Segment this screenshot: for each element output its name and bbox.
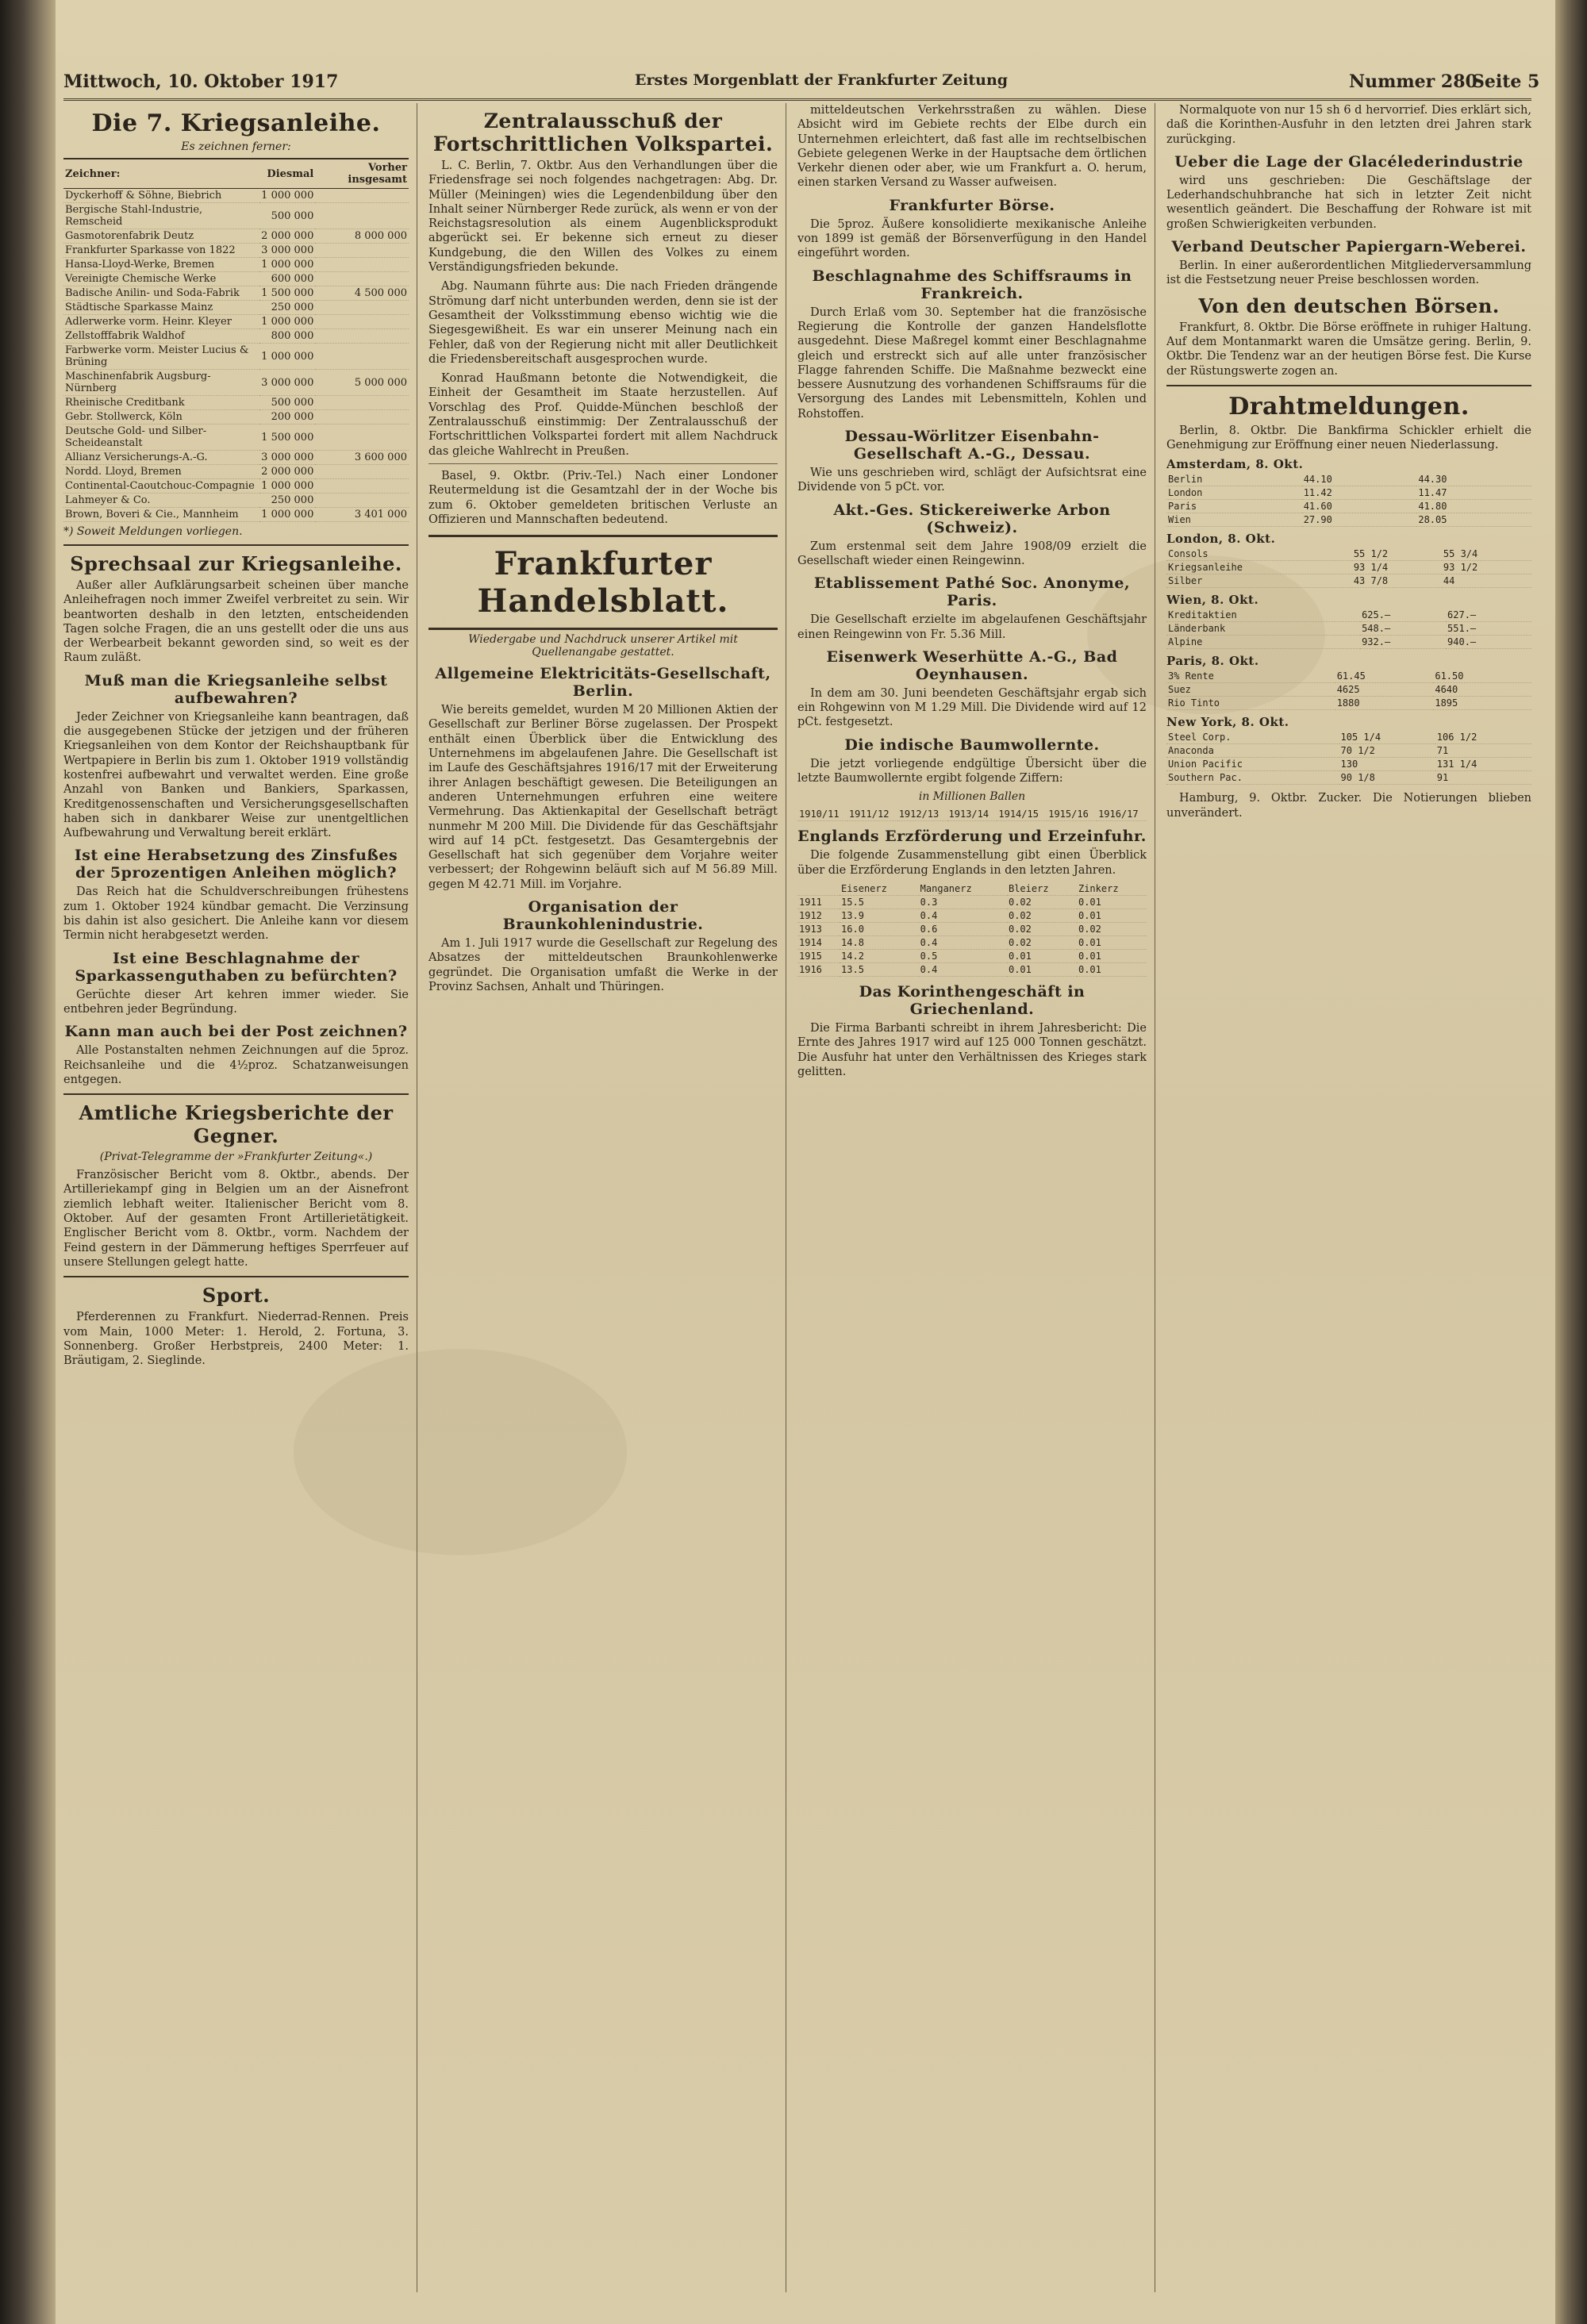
article-title-zentralausschuss: Zentralausschuß der Fortschrittlichen Volkspartei. xyxy=(432,109,774,156)
subscription-amount xyxy=(315,344,409,370)
quote-value: 44.30 xyxy=(1416,473,1531,486)
subscriber-name: Bergische Stahl-Industrie, Remscheid xyxy=(63,203,259,229)
divider xyxy=(428,463,778,464)
article-body: Frankfurt, 8. Oktbr. Die Börse eröffnete in ruhiger Haltung. Auf dem Montanmarkt waren die Umsätze gering. Berlin, 9. Oktbr. Die Tendenz war an der heutigen Börse fest. Die Kurse der Rüstungswerte zogen an. xyxy=(1166,321,1531,378)
article-body: Berlin, 8. Oktbr. Die Bankfirma Schickler erhielt die Genehmigung zur Eröffnung einer neuen Niederlassung. xyxy=(1166,424,1531,452)
security-name: Southern Pac. xyxy=(1166,771,1339,785)
security-name: London xyxy=(1166,486,1302,500)
quote-value: 1880 xyxy=(1335,697,1434,710)
subscriber-name: Rheinische Creditbank xyxy=(63,396,259,410)
table-row xyxy=(63,410,409,424)
quote-value: 41.60 xyxy=(1302,500,1417,513)
table-cell: 1911 xyxy=(797,895,840,908)
table-cell: 0.4 xyxy=(919,908,1007,922)
quote-value: 93 1/2 xyxy=(1442,561,1531,574)
table-row xyxy=(1166,697,1531,710)
subscription-amount xyxy=(315,396,409,410)
table-cell: 0.6 xyxy=(919,922,1007,935)
quote-value: 548.— xyxy=(1360,622,1446,636)
table-row xyxy=(1166,609,1531,622)
article-body: Jeder Zeichner von Kriegsanleihe kann beantragen, daß die ausgegebenen Stücke der jetzigen und der früheren Kriegsanleihen von dem Kontor der Reichshauptbank für Wertpapiere in Berlin bis zum 1. Oktober 1919 vollständig kostenfrei aufbewahrt und verwaltet werden. Eine große Anzahl von Banken und Bankiers, Sparkassen, Kreditgenossenschaften und Versicherungsgesellschaften haben sich in dankbarer Weise zur unentgeltlichen Aufbewahrung und Verwaltung bereit erklärt. xyxy=(63,710,409,840)
article-body: Basel, 9. Oktbr. (Priv.-Tel.) Nach einer Londoner Reutermeldung ist die Gesamtzahl der in der Woche bis zum 6. Oktober gemeldeten britischen Verluste an Offizieren und Mannschaften bedeutend. xyxy=(428,469,778,526)
article-body: In dem am 30. Juni beendeten Geschäftsjahr ergab sich ein Rohgewinn von M 1.29 Mill. Die Dividende wird auf 12 pCt. festgesetzt. xyxy=(797,686,1147,729)
security-name: Steel Corp. xyxy=(1166,731,1339,744)
subscription-amount xyxy=(315,203,409,229)
table-row xyxy=(63,203,409,229)
table-row xyxy=(63,370,409,396)
quote-value: 43 7/8 xyxy=(1352,574,1442,588)
quote-value: 55 3/4 xyxy=(1442,547,1531,561)
header-date: Mittwoch, 10. Oktober 1917 xyxy=(63,71,339,92)
year-cell: 1915/16 xyxy=(1047,808,1097,821)
quote-value: 11.47 xyxy=(1416,486,1531,500)
security-name: Silber xyxy=(1166,574,1352,588)
subscription-amount: 600 000 xyxy=(259,272,315,286)
article-title-sprechsaal: Sprechsaal zur Kriegsanleihe. xyxy=(70,552,402,575)
quote-value: 625.— xyxy=(1360,609,1446,622)
table-unit: in Millionen Ballen xyxy=(918,790,1026,804)
article-body: Konrad Haußmann betonte die Notwendigkeit, die Einheit der Gesamtheit im Staate herzustellen. Auf Vorschlag des Prof. Quidde-München beschloß der Zentralausschuß einstimmig: Der Zentralausschuß der Fortschrittlichen Volkspartei fordert mit allem Nachdruck das gleiche Wahlrecht in Preußen. xyxy=(428,372,778,458)
subscription-amount xyxy=(315,244,409,258)
article-title-aeg: Allgemeine Elektricitäts-Gesellschaft, Berlin. xyxy=(435,665,771,701)
table-row xyxy=(63,451,409,465)
quote-value: 1895 xyxy=(1433,697,1531,710)
subscriber-name: Hansa-Lloyd-Werke, Bremen xyxy=(63,258,259,272)
subscriber-name: Maschinenfabrik Augsburg-Nürnberg xyxy=(63,370,259,396)
subscription-amount xyxy=(315,272,409,286)
market-table xyxy=(1166,731,1531,785)
handelsblatt-masthead: Frankfurter Handelsblatt. xyxy=(428,535,778,630)
subscriber-name: Deutsche Gold- und Silber-Scheideanstalt xyxy=(63,424,259,451)
newspaper-page xyxy=(56,0,1555,2324)
table-cell: 1914 xyxy=(797,935,840,949)
subscription-amount xyxy=(315,494,409,508)
article-body: Die Gesellschaft erzielte im abgelaufenen Geschäftsjahr einen Reingewinn von Fr. 5.36 Mill. xyxy=(797,613,1147,641)
table-cell: 14.8 xyxy=(840,935,919,949)
table-cell: 0.02 xyxy=(1007,935,1077,949)
security-name: Kreditaktien xyxy=(1166,609,1360,622)
table-row xyxy=(1166,636,1531,649)
article-body: Die Firma Barbanti schreibt in ihrem Jahresbericht: Die Ernte des Jahres 1917 wird auf 125 000 Tonnen geschätzt. Die Ausfuhr hat unter den Verhältnissen des Krieges stark gelitten. xyxy=(797,1021,1147,1078)
subscription-amount xyxy=(315,410,409,424)
table-row xyxy=(1166,622,1531,636)
article-body: Am 1. Juli 1917 wurde die Gesellschaft zur Regelung des Absatzes der mitteldeutschen Braunkohlenwerke gegründet. Die Organisation umfaßt die Werke in der Provinz Sachsen, Anhalt und Thüringen. xyxy=(428,936,778,993)
table-row xyxy=(63,189,409,203)
ore-table xyxy=(797,882,1147,977)
header-paper-name: Erstes Morgenblatt der Frankfurter Zeitung xyxy=(635,71,1009,89)
article-body: Gerüchte dieser Art kehren immer wieder. Sie entbehren jeder Begründung. xyxy=(63,988,409,1016)
subscriber-name: Dyckerhoff & Söhne, Biebrich xyxy=(63,189,259,203)
quote-value: 44.10 xyxy=(1302,473,1417,486)
quote-value: 93 1/4 xyxy=(1352,561,1442,574)
subscription-amount: 8 000 000 xyxy=(315,229,409,244)
subscription-amount: 2 000 000 xyxy=(261,230,314,242)
table-header: Manganerz xyxy=(919,882,1007,896)
divider xyxy=(1166,385,1531,386)
subscription-amount: 250 000 xyxy=(259,301,315,315)
subscription-amount xyxy=(315,315,409,329)
subscription-amount: 5 000 000 xyxy=(315,370,409,396)
subscription-amount xyxy=(315,479,409,494)
table-row xyxy=(1166,670,1531,683)
article-title-erz: Englands Erzförderung und Erzeinfuhr. xyxy=(797,828,1147,846)
subscriber-name: Gebr. Stollwerck, Köln xyxy=(63,410,259,424)
table-row xyxy=(1166,561,1531,574)
table-cell: 0.02 xyxy=(1077,922,1147,935)
table-row xyxy=(63,244,409,258)
article-body: Hamburg, 9. Oktbr. Zucker. Die Notierungen blieben unverändert. xyxy=(1166,792,1531,820)
quote-value: 105 1/4 xyxy=(1339,731,1435,744)
market-table xyxy=(1166,473,1531,527)
security-name: 3% Rente xyxy=(1166,670,1335,683)
subscriptions-table xyxy=(63,158,409,522)
page-header xyxy=(63,67,1540,101)
subscription-amount xyxy=(315,329,409,344)
subscription-amount: 2 000 000 xyxy=(261,466,314,478)
quote-value: 627.— xyxy=(1446,609,1531,622)
header-number: Nummer 280 xyxy=(1349,71,1477,92)
article-body: Pferderennen zu Frankfurt. Niederrad-Rennen. Preis vom Main, 1000 Meter: 1. Herold, 2. Fortuna, 3. Sonnenberg. Großer Herbstpreis, 2400 Meter: 1. Bräutigam, 2. Sieglinde. xyxy=(63,1311,409,1368)
table-header: Zeichner: xyxy=(63,159,259,189)
table-row xyxy=(63,465,409,479)
article-body: L. C. Berlin, 7. Oktbr. Aus den Verhandlungen über die Friedensfrage sei noch folgendes nachgetragen: Abg. Dr. Müller (Meiningen) wies die Legendenbildung über den Inhalt seiner Nürnberger Rede zurück, als wenn er von der Reichstagsresolution als einem Augenblicksprodukt abgerückt sei. Er bekenne sich erneut zu dieser Kundgebung, die den Willen des Volkes zu einem Verständigungsfrieden bekunde. xyxy=(428,159,778,275)
article-title-schiffsraum: Beschlagnahme des Schiffsraums in Frankreich. xyxy=(812,267,1132,302)
table-row xyxy=(1166,683,1531,697)
table-header: Eisenerz xyxy=(840,882,919,896)
subscription-amount: 1 500 000 xyxy=(259,424,315,451)
table-row xyxy=(797,895,1147,908)
divider xyxy=(63,544,409,546)
subscription-amount xyxy=(315,301,409,315)
table-footnote: *) Soweit Meldungen vorliegen. xyxy=(63,525,243,538)
table-row xyxy=(63,258,409,272)
subscriber-name: Gasmotorenfabrik Deutz xyxy=(63,229,259,244)
quote-value: 11.42 xyxy=(1302,486,1417,500)
year-cell: 1911/12 xyxy=(847,808,897,821)
quote-value: 61.50 xyxy=(1433,670,1531,683)
market-city: London, 8. Okt. xyxy=(1166,532,1276,547)
table-cell: 0.01 xyxy=(1077,895,1147,908)
article-title-drahtmeldungen: Drahtmeldungen. xyxy=(1228,392,1470,421)
article-title-boersen: Von den deutschen Börsen. xyxy=(1198,294,1500,317)
subscription-amount: 1 000 000 xyxy=(259,344,315,370)
table-row xyxy=(63,344,409,370)
column-2 xyxy=(428,103,778,2292)
column-4 xyxy=(1166,103,1531,2292)
subscriber-name: Städtische Sparkasse Mainz xyxy=(63,301,259,315)
subscription-amount: 200 000 xyxy=(259,410,315,424)
table-row xyxy=(1166,744,1531,758)
quote-value: 106 1/2 xyxy=(1435,731,1531,744)
market-city: New York, 8. Okt. xyxy=(1166,715,1289,730)
article-body: Französischer Bericht vom 8. Oktbr., abends. Der Artilleriekampf ging in Belgien um an der Aisnefront ziemlich lebhaft weiter. Italienischer Bericht vom 8. Oktober. Auf der gesamten Front Artillerietätigkeit. Englischer Bericht vom 8. Oktbr., vorm. Nachdem der Feind gestern in der Dämmerung heftiges Sperrfeuer auf unsere Stellungen gelegt hatte. xyxy=(63,1169,409,1269)
article-body: Alle Postanstalten nehmen Zeichnungen auf die 5proz. Reichsanleihe und die 4½proz. Schatzanweisungen entgegen. xyxy=(63,1044,409,1086)
table-cell: 13.9 xyxy=(840,908,919,922)
table-cell: 15.5 xyxy=(840,895,919,908)
header-page: Seite 5 xyxy=(1472,71,1540,92)
subscription-amount: 4 500 000 xyxy=(315,286,409,301)
table-cell: 0.01 xyxy=(1077,962,1147,976)
table-row xyxy=(63,272,409,286)
table-row xyxy=(1166,731,1531,744)
subscriber-name: Brown, Boveri & Cie., Mannheim xyxy=(63,508,259,522)
quote-value: 28.05 xyxy=(1416,513,1531,527)
security-name: Anaconda xyxy=(1166,744,1339,758)
subscriber-name: Badische Anilin- und Soda-Fabrik xyxy=(63,286,259,301)
subscriber-name: Zellstofffabrik Waldhof xyxy=(63,329,259,344)
article-title-papiergarn: Verband Deutscher Papiergarn-Weberei. xyxy=(1171,238,1527,256)
subscriber-name: Nordd. Lloyd, Bremen xyxy=(63,465,259,479)
article-title-boerse: Frankfurter Börse. xyxy=(889,196,1055,214)
article-body: Zum erstenmal seit dem Jahre 1908/09 erzielt die Gesellschaft wieder einen Reingewinn. xyxy=(797,540,1147,567)
quote-value: 91 xyxy=(1435,771,1531,785)
subscription-amount: 3 401 000 xyxy=(315,508,409,522)
table-row xyxy=(63,494,409,508)
article-title-braunkohle: Organisation der Braunkohlenindustrie. xyxy=(502,897,704,933)
article-title-pathe: Etablissement Pathé Soc. Anonyme, Paris. xyxy=(813,574,1131,610)
market-table xyxy=(1166,609,1531,649)
market-city: Paris, 8. Okt. xyxy=(1166,654,1259,669)
article-subtitle: Es zeichnen ferner: xyxy=(181,140,291,153)
subscription-amount: 3 000 000 xyxy=(259,370,315,396)
table-row xyxy=(797,962,1147,976)
quote-value: 130 xyxy=(1339,758,1435,771)
table-row xyxy=(1166,473,1531,486)
quote-value: 551.— xyxy=(1446,622,1531,636)
subscription-amount: 800 000 xyxy=(259,329,315,344)
article-title-kriegsberichte: Amtliche Kriegsberichte der Gegner. xyxy=(79,1101,394,1148)
table-row xyxy=(1166,513,1531,527)
table-cell: 1916 xyxy=(797,962,840,976)
table-row xyxy=(797,935,1147,949)
quote-value: 71 xyxy=(1435,744,1531,758)
security-name: Alpine xyxy=(1166,636,1360,649)
article-title-glacelder: Ueber die Lage der Glacélederindustrie xyxy=(1174,152,1524,171)
table-row xyxy=(63,424,409,451)
quote-value: 44 xyxy=(1442,574,1531,588)
table-cell: 0.02 xyxy=(1007,908,1077,922)
subscription-amount: 3 000 000 xyxy=(261,244,314,256)
table-row xyxy=(63,301,409,315)
subscription-amount: 3 000 000 xyxy=(261,451,314,463)
subscriber-name: Farbwerke vorm. Meister Lucius & Brüning xyxy=(63,344,259,370)
subscription-amount xyxy=(315,189,409,203)
table-row xyxy=(63,315,409,329)
article-title-arbon: Akt.-Ges. Stickereiwerke Arbon (Schweiz). xyxy=(833,501,1111,536)
table-header: Diesmal xyxy=(259,159,315,189)
quote-value: 4640 xyxy=(1433,683,1531,697)
question-heading: Kann man auch bei der Post zeichnen? xyxy=(64,1023,408,1041)
table-row xyxy=(63,229,409,244)
table-cell: 0.01 xyxy=(1007,949,1077,962)
subscription-amount: 1 000 000 xyxy=(261,480,314,492)
table-header: Zinkerz xyxy=(1077,882,1147,896)
table-cell: 1913 xyxy=(797,922,840,935)
table-cell: 0.01 xyxy=(1077,935,1147,949)
table-cell: 0.5 xyxy=(919,949,1007,962)
table-row xyxy=(797,949,1147,962)
market-quotes xyxy=(1166,457,1531,785)
subscription-amount: 3 600 000 xyxy=(315,451,409,465)
quote-value: 4625 xyxy=(1335,683,1434,697)
quote-value: 131 1/4 xyxy=(1435,758,1531,771)
article-title-kriegsanleihe: Die 7. Kriegsanleihe. xyxy=(91,109,381,137)
article-title-dessau: Dessau-Wörlitzer Eisenbahn-Gesellschaft A.-G., Dessau. xyxy=(844,428,1100,463)
divider xyxy=(63,1093,409,1095)
subscription-amount xyxy=(315,258,409,272)
market-city: Wien, 8. Okt. xyxy=(1166,593,1259,608)
subscriber-name: Lahmeyer & Co. xyxy=(63,494,259,508)
subscription-amount xyxy=(315,424,409,451)
table-cell: 0.3 xyxy=(919,895,1007,908)
quote-value: 932.— xyxy=(1360,636,1446,649)
table-cell: 0.02 xyxy=(1007,922,1077,935)
page-edge xyxy=(1555,0,1587,2324)
table-header xyxy=(797,882,840,896)
table-cell: 1912 xyxy=(797,908,840,922)
divider xyxy=(63,1276,409,1277)
quote-value: 70 1/2 xyxy=(1339,744,1435,758)
question-heading: Muß man die Kriegsanleihe selbst aufbewahren? xyxy=(84,671,388,707)
year-cell: 1916/17 xyxy=(1097,808,1147,821)
table-row xyxy=(1166,771,1531,785)
subscription-amount xyxy=(315,465,409,479)
article-body: Die folgende Zusammenstellung gibt einen Überblick über die Erzförderung Englands in den letzten Jahren. xyxy=(797,849,1147,877)
article-body: Außer aller Aufklärungsarbeit scheinen über manche Anleihefragen noch immer Zweifel verbreitet zu sein. Wir beantworten deshalb in den letzten, entscheidenden Tagen solche Fragen, die an uns gestellt oder die uns aus der Werbearbeit bekannt geworden sind, so weit es der Raum zuläßt. xyxy=(63,579,409,665)
article-title-sport: Sport. xyxy=(202,1284,271,1308)
table-cell: 16.0 xyxy=(840,922,919,935)
subscription-amount: 1 000 000 xyxy=(261,316,314,328)
question-heading: Ist eine Herabsetzung des Zinsfußes der 5prozentigen Anleihen möglich? xyxy=(74,847,398,882)
security-name: Consols xyxy=(1166,547,1352,561)
market-city: Amsterdam, 8. Okt. xyxy=(1166,457,1304,472)
market-table xyxy=(1166,670,1531,710)
quote-value: 61.45 xyxy=(1335,670,1434,683)
article-title-weserhuette: Eisenwerk Weserhütte A.-G., Bad Oeynhausen. xyxy=(826,647,1118,683)
security-name: Paris xyxy=(1166,500,1302,513)
year-cell: 1910/11 xyxy=(797,808,847,821)
article-body: Abg. Naumann führte aus: Die nach Frieden drängende Strömung darf nicht unterbunden werden, denn sie ist der Gesamtheit der Volksstimmung ebenso wichtig wie die Siegesgewißheit. Es war ein unserer Meinung nach ein Fehler, daß von der Regierung nicht mit aller Deutlichkeit die Friedensbereitschaft ausgesprochen wurde. xyxy=(428,280,778,366)
article-body: Durch Erlaß vom 30. September hat die französische Regierung die Kontrolle der ganzen Handelsflotte ausgedehnt. Diese Maßregel kommt einer Beschlagnahme gleich und erstreckt sich auf alle unter französischer Flagge fahrenden Schiffe. Die Maßnahme bezweckt eine bessere Ausnutzung des vorhandenen Schiffsraums für die Versorgung des Landes mit Lebensmitteln, Kohlen und Rohstoffen. xyxy=(797,305,1147,421)
table-row xyxy=(63,508,409,522)
year-cell: 1914/15 xyxy=(997,808,1047,821)
table-header: Vorher insgesamt xyxy=(315,159,409,189)
cotton-table xyxy=(797,808,1147,821)
article-title-baumwolle: Die indische Baumwollernte. xyxy=(844,736,1100,754)
table-row xyxy=(63,479,409,494)
table-cell: 0.02 xyxy=(1007,895,1077,908)
table-cell: 0.4 xyxy=(919,962,1007,976)
article-body: Wie uns geschrieben wird, schlägt der Aufsichtsrat eine Dividende von 5 pCt. vor. xyxy=(797,467,1147,494)
table-row xyxy=(1166,758,1531,771)
article-body: Normalquote von nur 15 sh 6 d hervorrief. Dies erklärt sich, daß die Korinthen-Ausfuhr in den letzten drei Jahren stark zurückging. xyxy=(1166,104,1531,146)
table-cell: 13.5 xyxy=(840,962,919,976)
year-cell: 1913/14 xyxy=(947,808,997,821)
table-row xyxy=(63,329,409,344)
security-name: Rio Tinto xyxy=(1166,697,1335,710)
table-cell: 1915 xyxy=(797,949,840,962)
article-body: Die 5proz. Äußere konsolidierte mexikanische Anleihe von 1899 ist gemäß der Börsenverfügung in den Handel eingeführt worden. xyxy=(797,217,1147,260)
table-cell: 0.01 xyxy=(1077,949,1147,962)
article-title-korinthen: Das Korinthengeschäft in Griechenland. xyxy=(859,982,1086,1018)
article-body: wird uns geschrieben: Die Geschäftslage der Lederhandschuhbranche hat sich in letzter Zeit nicht wesentlich geändert. Die Beschaffung der Rohware ist mit großen Schwierigkeiten verbunden. xyxy=(1166,174,1531,231)
column-3 xyxy=(797,103,1147,2292)
table-header: Bleierz xyxy=(1007,882,1077,896)
subscriber-name: Vereinigte Chemische Werke xyxy=(63,272,259,286)
table-row xyxy=(1166,500,1531,513)
subscriber-name: Adlerwerke vorm. Heinr. Kleyer xyxy=(63,315,259,329)
table-row xyxy=(63,286,409,301)
subscription-amount: 250 000 xyxy=(259,494,315,508)
article-body: Das Reich hat die Schuldverschreibungen frühestens zum 1. Oktober 1924 kündbar gemacht. Die Verzinsung bis dahin ist also gesichert. Die Anleihe kann vor diesem Termin nicht herabgesetzt werden. xyxy=(63,885,409,943)
subscriber-name: Frankfurter Sparkasse von 1822 xyxy=(63,244,259,258)
quote-value: 940.— xyxy=(1446,636,1531,649)
article-body: Die jetzt vorliegende endgültige Übersicht über die letzte Baumwollernte ergibt folgende Ziffern: xyxy=(797,757,1147,786)
quote-value: 90 1/8 xyxy=(1339,771,1435,785)
table-cell: 0.01 xyxy=(1007,962,1077,976)
security-name: Kriegsanleihe xyxy=(1166,561,1352,574)
quote-value: 55 1/2 xyxy=(1352,547,1442,561)
subscription-amount: 500 000 xyxy=(259,396,315,410)
market-table xyxy=(1166,547,1531,588)
security-name: Union Pacific xyxy=(1166,758,1339,771)
article-body: Wie bereits gemeldet, wurden M 20 Millionen Aktien der Gesellschaft zur Berliner Börse zugelassen. Der Prospekt enthält einen Überblick über die Entwicklung des Unternehmens im abgelaufenen Jahre. Die Gesellschaft ist im Laufe des Geschäftsjahres 1916/17 mit der Erweiterung ihrer Anlagen beschäftigt gewesen. Die Beteiligungen an anderen Unternehmungen erfuhren eine weitere Vermehrung. Das Aktienkapital der Gesellschaft beträgt nunmehr M 200 Mill. Die Dividende für das Geschäftsjahr wird auf 14 pCt. festgesetzt. Das Gesamtergebnis der Gesellschaft hat sich gegenüber dem Vorjahre weiter verbessert; der Rohgewinn beläuft sich auf M 56.89 Mill. gegen M 42.71 Mill. im Vorjahre. xyxy=(428,704,778,891)
table-cell: 14.2 xyxy=(840,949,919,962)
security-name: Suez xyxy=(1166,683,1335,697)
table-row xyxy=(797,908,1147,922)
security-name: Berlin xyxy=(1166,473,1302,486)
table-cell: 0.4 xyxy=(919,935,1007,949)
subscriber-name: Allianz Versicherungs-A.-G. xyxy=(63,451,259,465)
security-name: Länderbank xyxy=(1166,622,1360,636)
article-body: Berlin. In einer außerordentlichen Mitgliederversammlung ist die Festsetzung neuer Preise beschlossen worden. xyxy=(1166,259,1531,287)
article-subtitle: (Privat-Telegramme der »Frankfurter Zeitung«.) xyxy=(99,1150,373,1164)
subscription-amount: 1 500 000 xyxy=(261,287,314,299)
subscription-amount: 1 000 000 xyxy=(261,259,314,271)
quote-value: 27.90 xyxy=(1302,513,1417,527)
table-row xyxy=(797,922,1147,935)
subscription-amount: 1 000 000 xyxy=(261,509,314,520)
masthead-subtitle: Wiedergabe und Nachdruck unserer Artikel mit Quellenangabe gestattet. xyxy=(468,633,738,659)
year-cell: 1912/13 xyxy=(897,808,947,821)
subscriber-name: Continental-Caoutchouc-Compagnie xyxy=(63,479,259,494)
quote-value: 41.80 xyxy=(1416,500,1531,513)
subscription-amount: 500 000 xyxy=(259,203,315,229)
column-1 xyxy=(63,103,409,2292)
table-row xyxy=(1166,547,1531,561)
table-row xyxy=(63,396,409,410)
book-binding xyxy=(0,0,56,2324)
subscription-amount: 1 000 000 xyxy=(261,190,314,202)
table-row xyxy=(1166,486,1531,500)
article-body: mitteldeutschen Verkehrsstraßen zu wählen. Diese Absicht wird im Gebiete rechts der Elbe durch ein Unternehmen erleichtert, daß fast alle im rechtselbischen Gebiete gelegenen Werke in der Hauptsache dem örtlichen Verkehr dienen oder aber, wie um Frankfurt a. O. herum, einen starken Versand zu Wasser aufweisen. xyxy=(797,104,1147,190)
security-name: Wien xyxy=(1166,513,1302,527)
table-cell: 0.01 xyxy=(1077,908,1147,922)
question-heading: Ist eine Beschlagnahme der Sparkassenguthaben zu befürchten? xyxy=(75,949,398,985)
table-row xyxy=(1166,574,1531,588)
